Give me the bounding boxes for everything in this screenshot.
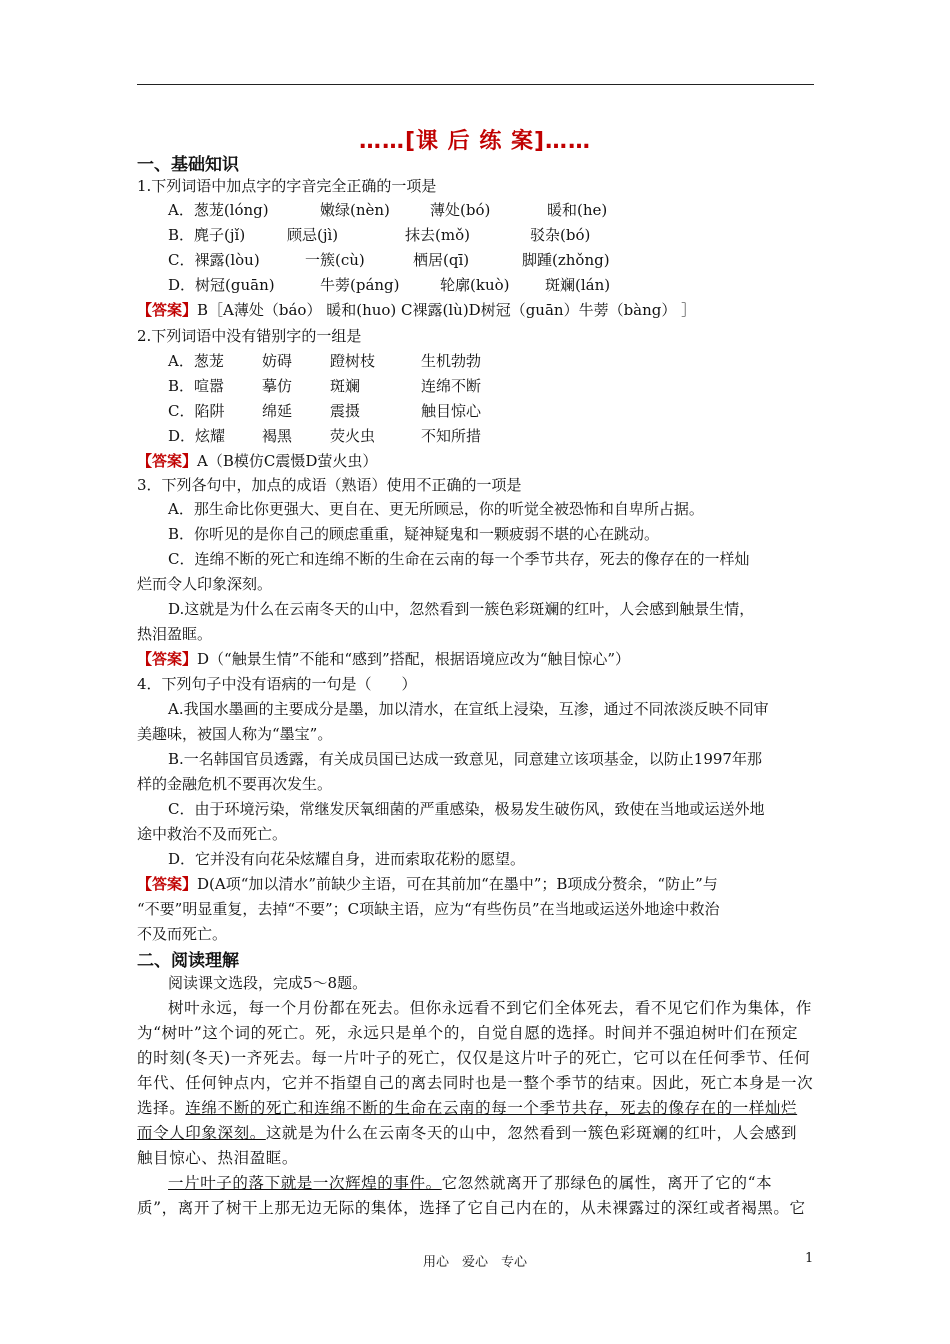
reading-text: 选择。: [137, 1099, 186, 1117]
underlined-sentence: 一片叶子的落下就是一次辉煌的事件。: [168, 1174, 442, 1192]
option-a-2: 妨碍: [262, 352, 293, 370]
option-a-1: A．葱茏: [168, 352, 224, 370]
question-3-stem: 3．下列各句中，加点的成语（熟语）使用不正确的一项是: [137, 476, 522, 494]
option-b-2: 摹仿: [262, 377, 293, 395]
reading-intro: 阅读课文选段，完成5～8题。: [168, 974, 368, 992]
reading-line: 树叶永远，每一个月份都在死去。但你永远看不到它们全体死去，看不见它们作为集体，作: [168, 999, 813, 1017]
question-4-answer-line2: “不要”明显重复，去掉“不要”；C项缺主语，应为“有些伤员”在当地或运送外地途中救治: [137, 900, 720, 918]
option-b-3: 抹去(mǒ): [405, 226, 470, 244]
option-a-4: 暖和(he): [547, 201, 608, 219]
reading-line: 质”，离开了树干上那无边无际的集体，选择了它自己内在的，从未裸露过的深红或者褐黑。它: [137, 1199, 806, 1217]
question-4-option-a-line2: 美趣味，被国人称为“墨宝”。: [137, 725, 333, 743]
footer-motto: 用心 爱心 专心: [422, 1255, 527, 1270]
reading-line: 年代、任何钟点内，它并不指望自己的离去同时也是一整个季节的结束。因此，死亡本身是一次: [137, 1074, 814, 1092]
question-1-stem: 1.下列词语中加点字的字音完全正确的一项是: [137, 177, 437, 195]
question-3-option-d-line2: 热泪盈眶。: [137, 625, 213, 643]
option-c-1: C．裸露(lòu): [168, 251, 260, 269]
option-c-3: 震摄: [330, 402, 361, 420]
question-4-option-b-line1: B.一名韩国官员透露，有关成员国已达成一致意见，同意建立该项基金，以防止1997年那: [168, 750, 762, 768]
reading-line: 的时刻(冬天)一齐死去。每一片叶子的死亡，仅仅是这片叶子的死亡，它可以在任何季节、任何: [137, 1049, 811, 1067]
question-3-answer: [137, 649, 630, 669]
question-3-option-a: A．那生命比你更强大、更自在、更无所顾忌，你的听觉全被恐怖和自卑所占据。: [168, 500, 704, 518]
answer-tag: 【答案】: [137, 452, 198, 470]
option-c-4: 触目惊心: [421, 402, 482, 420]
section-heading-basics: 一、基础知识: [137, 155, 239, 175]
reading-line: 触目惊心、热泪盈眶。: [137, 1149, 299, 1167]
option-d-1: D．树冠(guān): [168, 276, 275, 294]
option-d-3: 轮廓(kuò): [440, 276, 510, 294]
answer-tag: 【答案】: [137, 650, 198, 668]
question-4-option-c-line2: 途中救治不及而死亡。: [137, 825, 288, 843]
option-a-2: 嫩绿(nèn): [320, 201, 390, 219]
question-3-option-d-line1: D.这就是为什么在云南冬天的山中，忽然看到一簇色彩斑斓的红叶，人会感到触景生情，: [168, 600, 755, 618]
question-4-option-a-line1: A.我国水墨画的主要成分是墨，加以清水，在宣纸上浸染，互渗，通过不同浓淡反映不同审: [168, 700, 769, 718]
option-c-3: 栖居(qī): [413, 251, 470, 269]
underlined-sentence: 连绵不断的死亡和连绵不断的生命在云南的每一个季节共存，死去的像存在的一样灿烂: [185, 1099, 798, 1117]
answer-tag: 【答案】: [137, 301, 198, 319]
option-a-4: 生机勃勃: [421, 352, 482, 370]
underlined-sentence: 而令人印象深刻。: [137, 1124, 266, 1142]
reading-line: 为“树叶”这个词的死亡。死，永远只是单个的，自觉自愿的选择。时间并不强迫树叶们在预定: [137, 1024, 799, 1042]
option-d-4: 不知所措: [421, 427, 482, 445]
option-b-1: B．麂子(jǐ): [168, 226, 246, 244]
question-3-option-c-line2: 烂而令人印象深刻。: [137, 575, 273, 593]
question-2-stem: 2.下列词语中没有错别字的一组是: [137, 327, 362, 345]
reading-text: 这就是为什么在云南冬天的山中，忽然看到一簇色彩斑斓的红叶，人会感到: [265, 1124, 798, 1142]
question-3-option-c-line1: C．连绵不断的死亡和连绵不断的生命在云南的每一个季节共存，死去的像存在的一样灿: [168, 550, 750, 568]
question-4-answer-line3: 不及而死亡。: [137, 925, 228, 943]
option-c-2: 绵延: [262, 402, 293, 420]
answer-text: B［A薄处（báo） 暖和(huo) C裸露(lù)D树冠（guān）牛蒡（bàng） ］: [197, 301, 697, 319]
option-b-2: 顾忌(jì): [287, 226, 339, 244]
option-a-3: 薄处(bó): [430, 201, 491, 219]
header-rule: [137, 84, 814, 85]
reading-line: [137, 1098, 797, 1118]
option-a-1: A．葱茏(lóng): [168, 201, 269, 219]
option-d-1: D．炫耀: [168, 427, 226, 445]
answer-tag: 【答案】: [137, 875, 198, 893]
page-title: ……[课 后 练 案]……: [358, 129, 592, 154]
question-2-answer: [137, 451, 377, 471]
option-c-2: 一簇(cù): [305, 251, 365, 269]
answer-text: A（B模仿C震慑D萤火虫）: [197, 452, 378, 470]
question-1-answer: [137, 300, 696, 320]
question-4-option-d: D．它并没有向花朵炫耀自身，进而索取花粉的愿望。: [168, 850, 526, 868]
option-b-3: 斑斓: [330, 377, 361, 395]
option-d-3: 荧火虫: [330, 427, 376, 445]
answer-text: D(A项“加以清水”前缺少主语，可在其前加“在墨中”；B项成分赘余，“防止”与: [197, 875, 718, 893]
section-heading-reading: 二、阅读理解: [137, 951, 239, 971]
option-b-1: B．喧嚣: [168, 377, 225, 395]
page-number: 1: [805, 1251, 814, 1266]
option-b-4: 驳杂(bó): [530, 226, 591, 244]
reading-line: [168, 1173, 772, 1193]
option-d-4: 斑斓(lán): [545, 276, 611, 294]
option-b-4: 连绵不断: [421, 377, 482, 395]
question-4-stem: 4．下列句子中没有语病的一句是（ ）: [137, 675, 417, 693]
option-d-2: 牛蒡(páng): [320, 276, 400, 294]
answer-text: D（“触景生情”不能和“感到”搭配，根据语境应改为“触目惊心”）: [197, 650, 631, 668]
reading-line: [137, 1123, 797, 1143]
question-4-option-b-line2: 样的金融危机不要再次发生。: [137, 775, 333, 793]
reading-text: 它忽然就离开了那绿色的属性，离开了它的“本: [441, 1174, 773, 1192]
option-a-3: 蹬树枝: [330, 352, 376, 370]
option-c-4: 脚踵(zhǒng): [522, 251, 610, 269]
question-3-option-b: B．你听见的是你自己的顾虑重重，疑神疑鬼和一颗疲弱不堪的心在跳动。: [168, 525, 660, 543]
option-c-1: C．陷阱: [168, 402, 225, 420]
question-4-option-c-line1: C．由于环境污染，常继发厌氧细菌的严重感染，极易发生破伤风，致使在当地或运送外地: [168, 800, 765, 818]
option-d-2: 褐黑: [262, 427, 293, 445]
question-4-answer-line1: [137, 874, 718, 894]
